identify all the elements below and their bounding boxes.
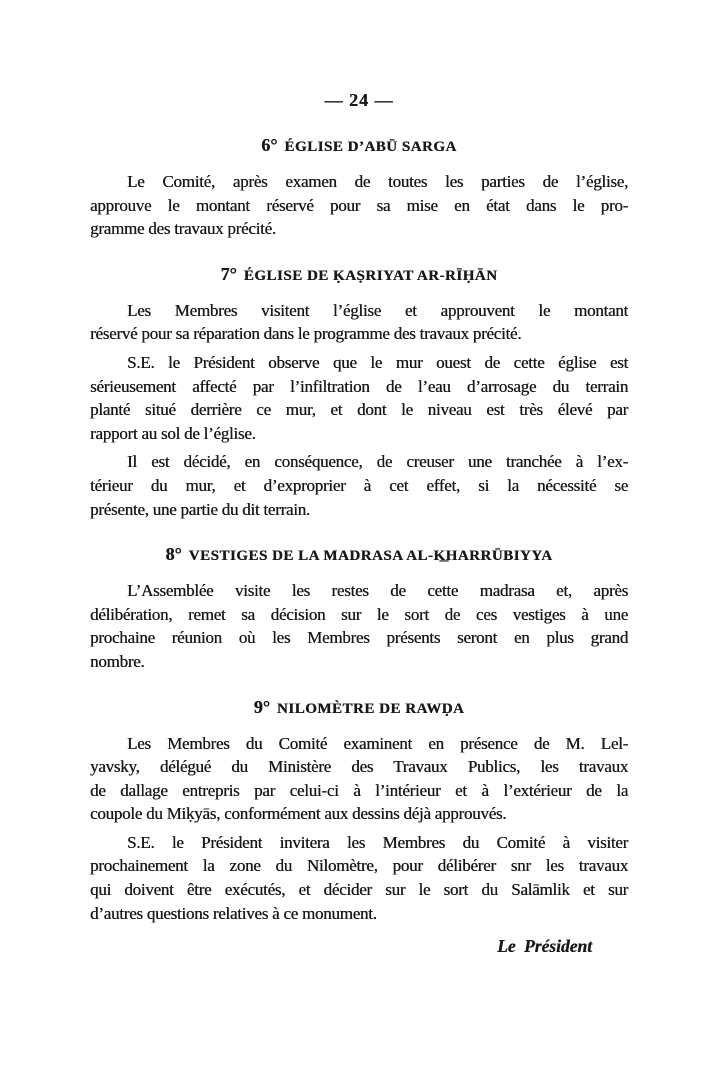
- section-heading: [90, 695, 628, 721]
- text-line: L’Assemblée visite les restes de cette madrasa et, après: [127, 581, 628, 601]
- section-heading: [90, 542, 628, 568]
- section-eglise-abu-sarga: [90, 133, 628, 241]
- text-line: prochainement la zone du Nilomètre, pour délibérer snr les travaux: [90, 856, 628, 876]
- paragraph: [90, 831, 628, 925]
- text-line: Les Membres visitent l’église et approuvent le montant: [127, 300, 628, 320]
- text-line: d’autres questions relatives à ce monument.: [90, 903, 377, 923]
- text-line: de dallage entrepris par celui-ci à l’intérieur et à l’extérieur de la: [90, 780, 628, 800]
- section-number: 7°: [220, 263, 237, 284]
- paragraph: [90, 299, 628, 346]
- paragraph: [90, 351, 628, 445]
- text-line: coupole du Miḳyās, conformément aux dessins déjà approuvés.: [90, 804, 507, 824]
- text-line: approuve le montant réservé pour sa mise en état dans le pro-: [90, 195, 628, 215]
- page-number: — 24 —: [324, 90, 394, 110]
- section-number: 6°: [261, 135, 278, 155]
- text-line: présente, une partie du dit terrain.: [90, 499, 310, 519]
- section-heading: [90, 262, 628, 288]
- section-nilometre-rawda: [90, 695, 628, 926]
- text-line: térieur du mur, et d’exproprier à cet effet, si la nécessité se: [90, 475, 628, 495]
- text-line: sérieusement affecté par l’infiltration de l’eau d’arrosage du terrain: [90, 376, 628, 396]
- text-line: réservé pour sa réparation dans le programme des travaux précité.: [90, 324, 522, 344]
- paragraph: [90, 450, 628, 521]
- text-line: rapport au sol de l’église.: [90, 423, 256, 443]
- paragraph: [90, 732, 628, 826]
- text-line: planté situé derrière ce mur, et dont le niveau est très élevé par: [90, 400, 628, 420]
- section-title: ÉGLISE DE ḲAṢRIYAT AR-RĪḤĀN: [243, 267, 498, 284]
- section-title: NILOMÈTRE DE RAWḌA: [276, 700, 465, 717]
- text-line: Il est décidé, en conséquence, de creuser une tranchée à l’ex-: [127, 452, 628, 472]
- text-line: Les Membres du Comité examinent en présence de M. Lel-: [127, 733, 628, 753]
- text-line: yavsky, délégué du Ministère des Travaux Publics, les travaux: [90, 757, 628, 777]
- section-number: 9°: [253, 696, 270, 717]
- signature-le-president: Le Président: [497, 936, 592, 957]
- text-line: Le Comité, après examen de toutes les parties de l’église,: [127, 172, 628, 191]
- paragraph: [90, 170, 628, 241]
- text-line: prochaine réunion où les Membres présents seront en plus grand: [90, 628, 628, 648]
- text-line: nombre.: [90, 651, 145, 671]
- section-heading: [90, 133, 628, 159]
- text-line: gramme des travaux précité.: [90, 219, 276, 239]
- section-number: 8°: [165, 544, 182, 565]
- text-line: délibération, remet sa décision sur le sort de ces vestiges à une: [90, 604, 628, 624]
- section-eglise-kasriyat-ar-rihan: [90, 262, 628, 521]
- paragraph: [90, 579, 628, 673]
- text-line: qui doivent être exécutés, et décider sur le sort du Salāmlik et sur: [90, 880, 628, 900]
- text-line: S.E. le Président invitera les Membres du Comité à visiter: [127, 832, 628, 852]
- section-title: VESTIGES DE LA MADRASA AL-K͟HARRŪBIYYA: [188, 548, 553, 565]
- text-line: S.E. le Président observe que le mur ouest de cette église est: [127, 352, 628, 372]
- section-title: ÉGLISE D’ABŪ SARGA: [284, 139, 457, 155]
- section-vestiges-madrasa-kharrubiyya: [90, 542, 628, 673]
- text-block: [90, 88, 628, 958]
